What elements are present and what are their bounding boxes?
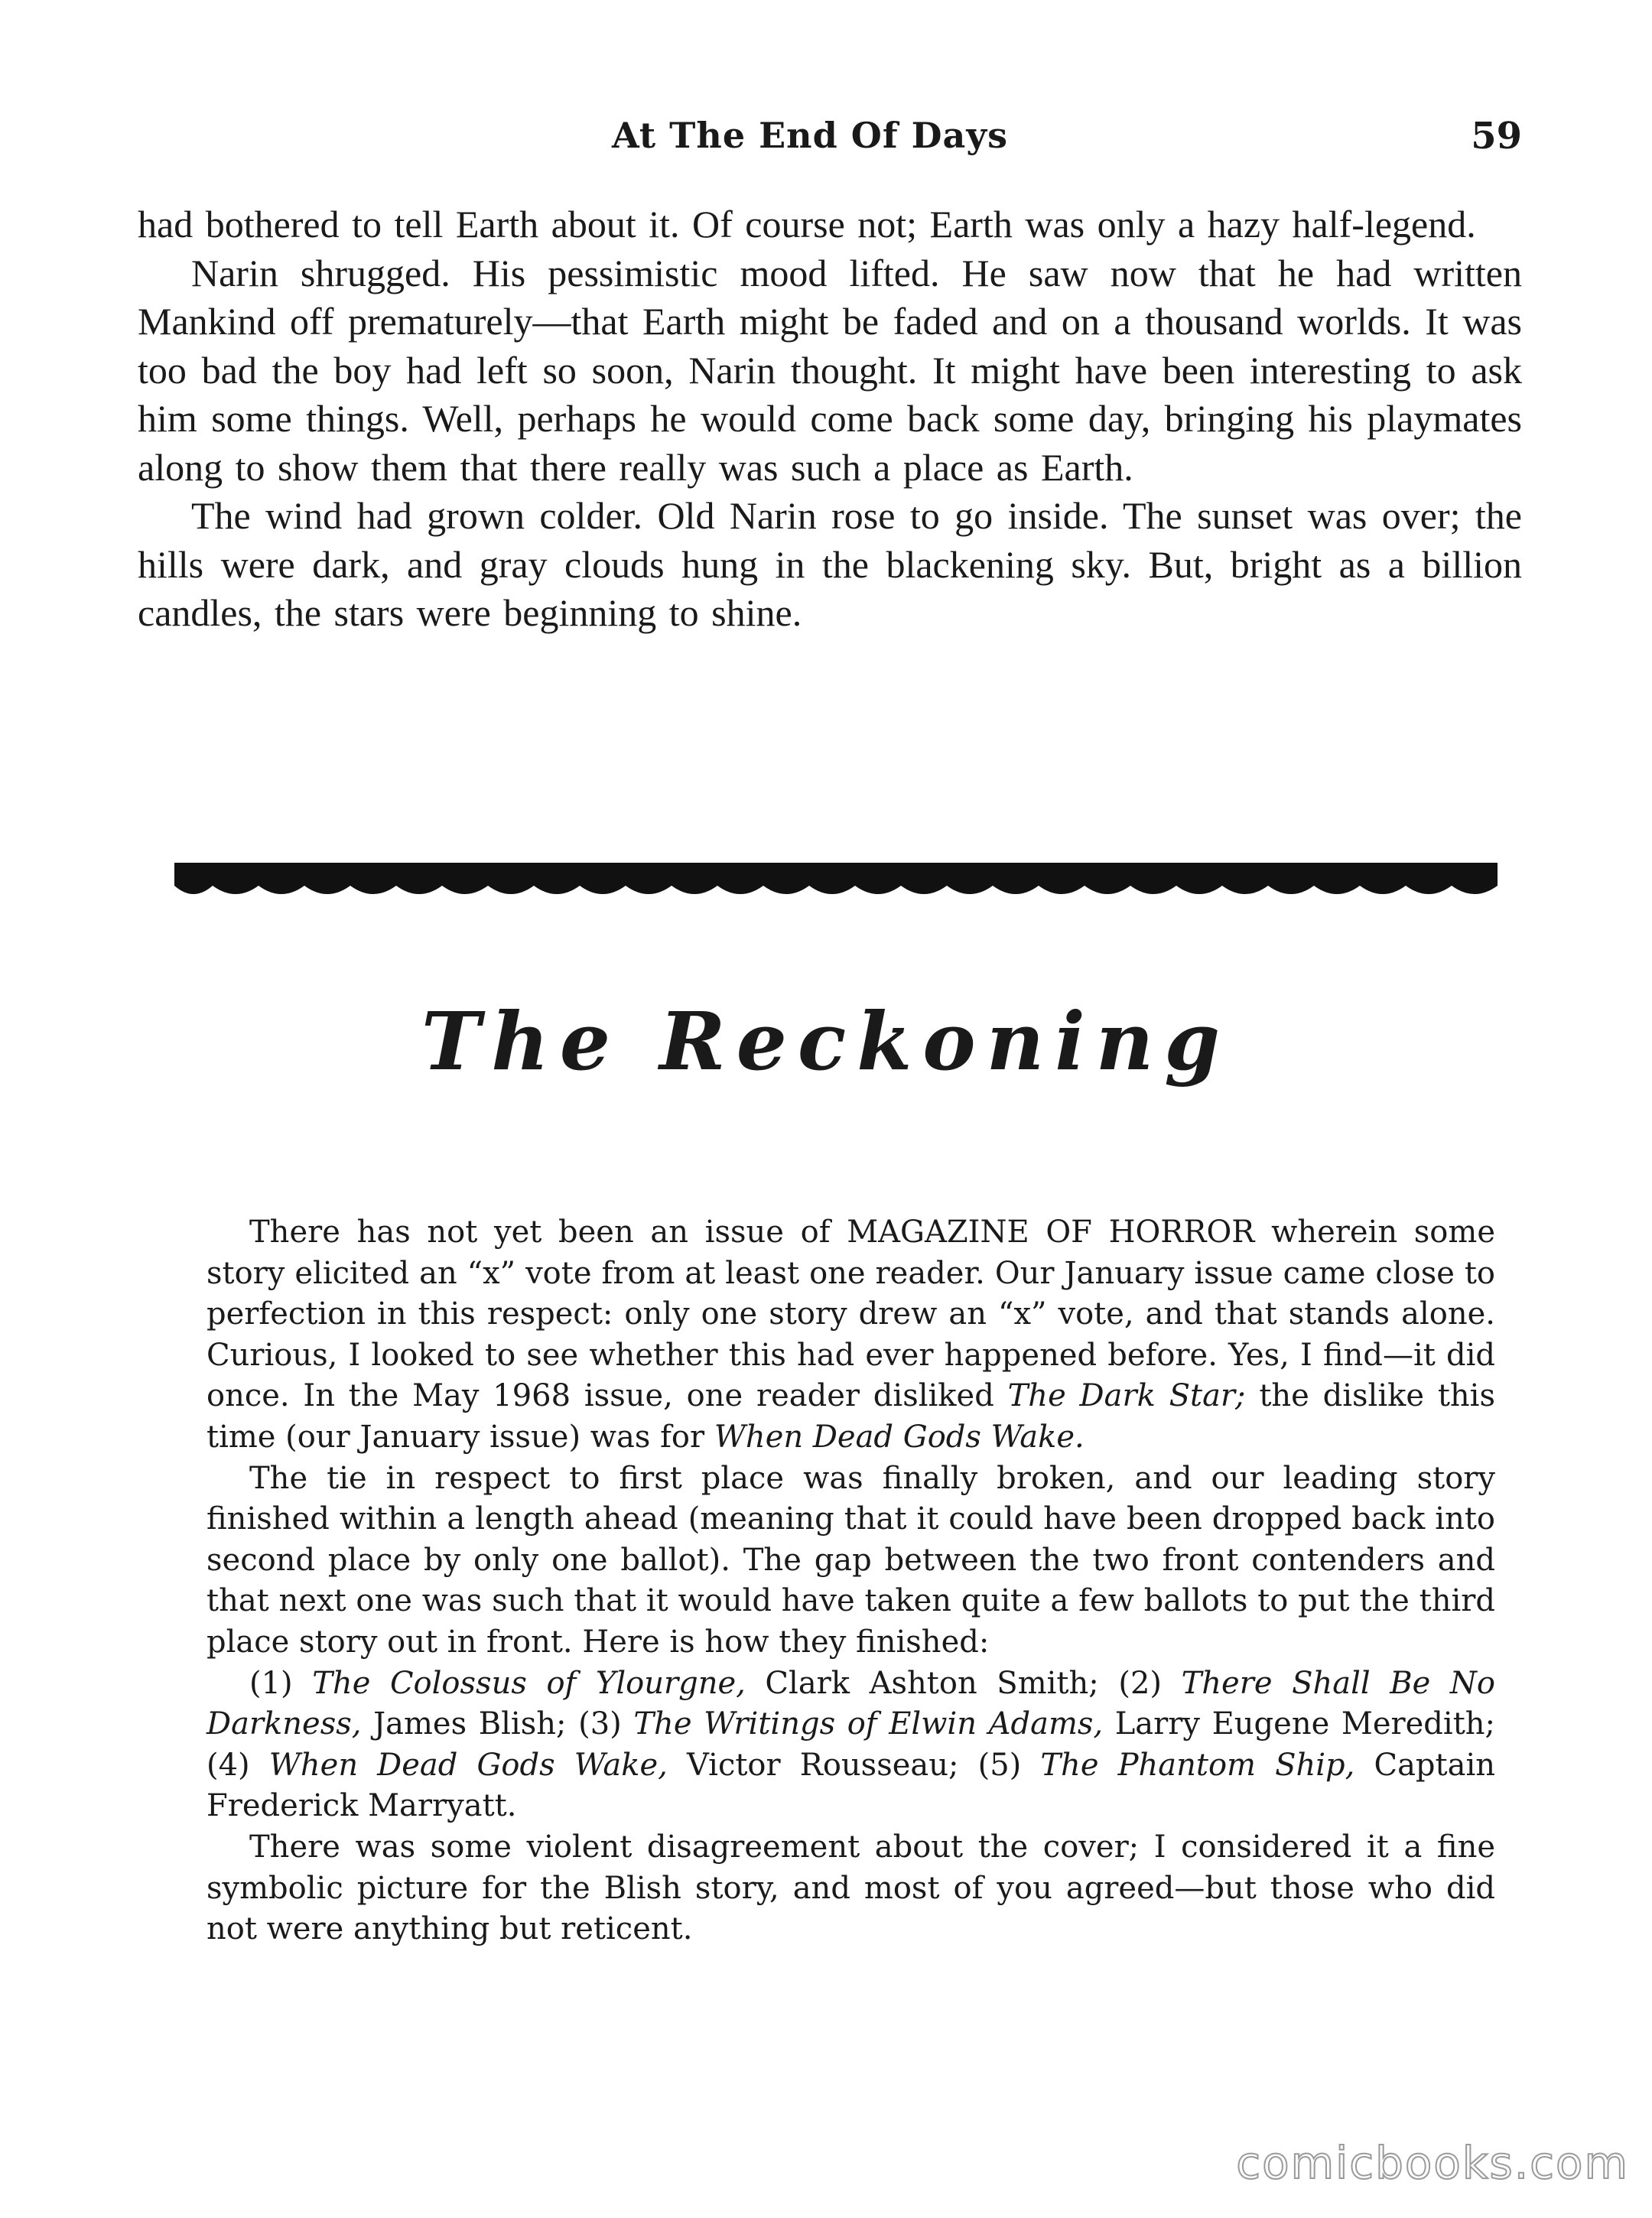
story-paragraph: had bothered to tell Earth about it. Of course not; Earth was only a hazy half-legend. xyxy=(138,203,1476,246)
running-title: At The End Of Days xyxy=(612,115,1008,156)
section-title: The Reckoning xyxy=(421,994,1231,1088)
editorial-column xyxy=(206,1212,1495,1950)
story-title: When Dead Gods Wake, xyxy=(268,1747,668,1783)
story-ending xyxy=(138,200,1522,638)
wavy-divider xyxy=(174,863,1498,909)
story-title: The Phantom Ship, xyxy=(1040,1747,1355,1783)
editorial-paragraph: There was some violent disagreement about the cover; I considered it a fine symbolic picture for the Blish story, and most of you agreed—but those who did not were anything but reticent. xyxy=(206,1829,1495,1947)
watermark: comicbooks.com xyxy=(1236,2137,1629,2189)
running-head xyxy=(138,115,1522,168)
story-title: The Writings of Elwin Adams, xyxy=(633,1706,1104,1742)
editorial-paragraph: There has not yet been an issue of MAGAZINE OF HORROR wherein some story elicited an “x” vote from at least one reader. Our January issue came close to perfection in this respect: only one story drew an “x” vote, and that stands alone. Curious, I looked to see whether this had ever happened before. Yes, I find—it did once. In the May 1968 issue, one reader disliked The Dark Star; the dislike this time (our January issue) was for When Dead Gods Wake. xyxy=(206,1215,1495,1455)
editorial-paragraph: The tie in respect to first place was finally broken, and our leading story finished within a length ahead (meaning that it could have been dropped back into second place by only one ballot). The gap between the two front contenders and that next one was such that it would have taken quite a few ballots to put the third place story out in front. Here is how they finished: xyxy=(206,1460,1495,1660)
story-paragraph: Narin shrugged. His pessimistic mood lifted. He saw now that he had written Mankind off prematurely—that Earth might be faded and on a thousand worlds. It was too bad the boy had left so soon, Narin thought. It might have been interesting to ask him some things. Well, perhaps he would come back some day, bringing his playmates along to show them that there really was such a place as Earth. xyxy=(138,251,1522,489)
story-paragraph: The wind had grown colder. Old Narin rose to go inside. The sunset was over; the hills were dark, and gray clouds hung in the blackening sky. But, bright as a billion candles, the stars were beginning to shine. xyxy=(138,494,1522,634)
ranking-list: (1) The Colossus of Ylourgne, Clark Ashton Smith; (2) There Shall Be No Darkness, James Blish; (3) The Writings of Elwin Adams, Larry Eugene Meredith; (4) When Dead Gods Wake, Victor Rousseau; (5) The Phantom Ship, Captain Frederick Marryatt. xyxy=(206,1665,1496,1824)
page-number: 59 xyxy=(1471,115,1522,158)
story-title: The Colossus of Ylourgne, xyxy=(312,1665,746,1701)
story-title: There Shall Be No Darkness, xyxy=(206,1665,1496,1742)
